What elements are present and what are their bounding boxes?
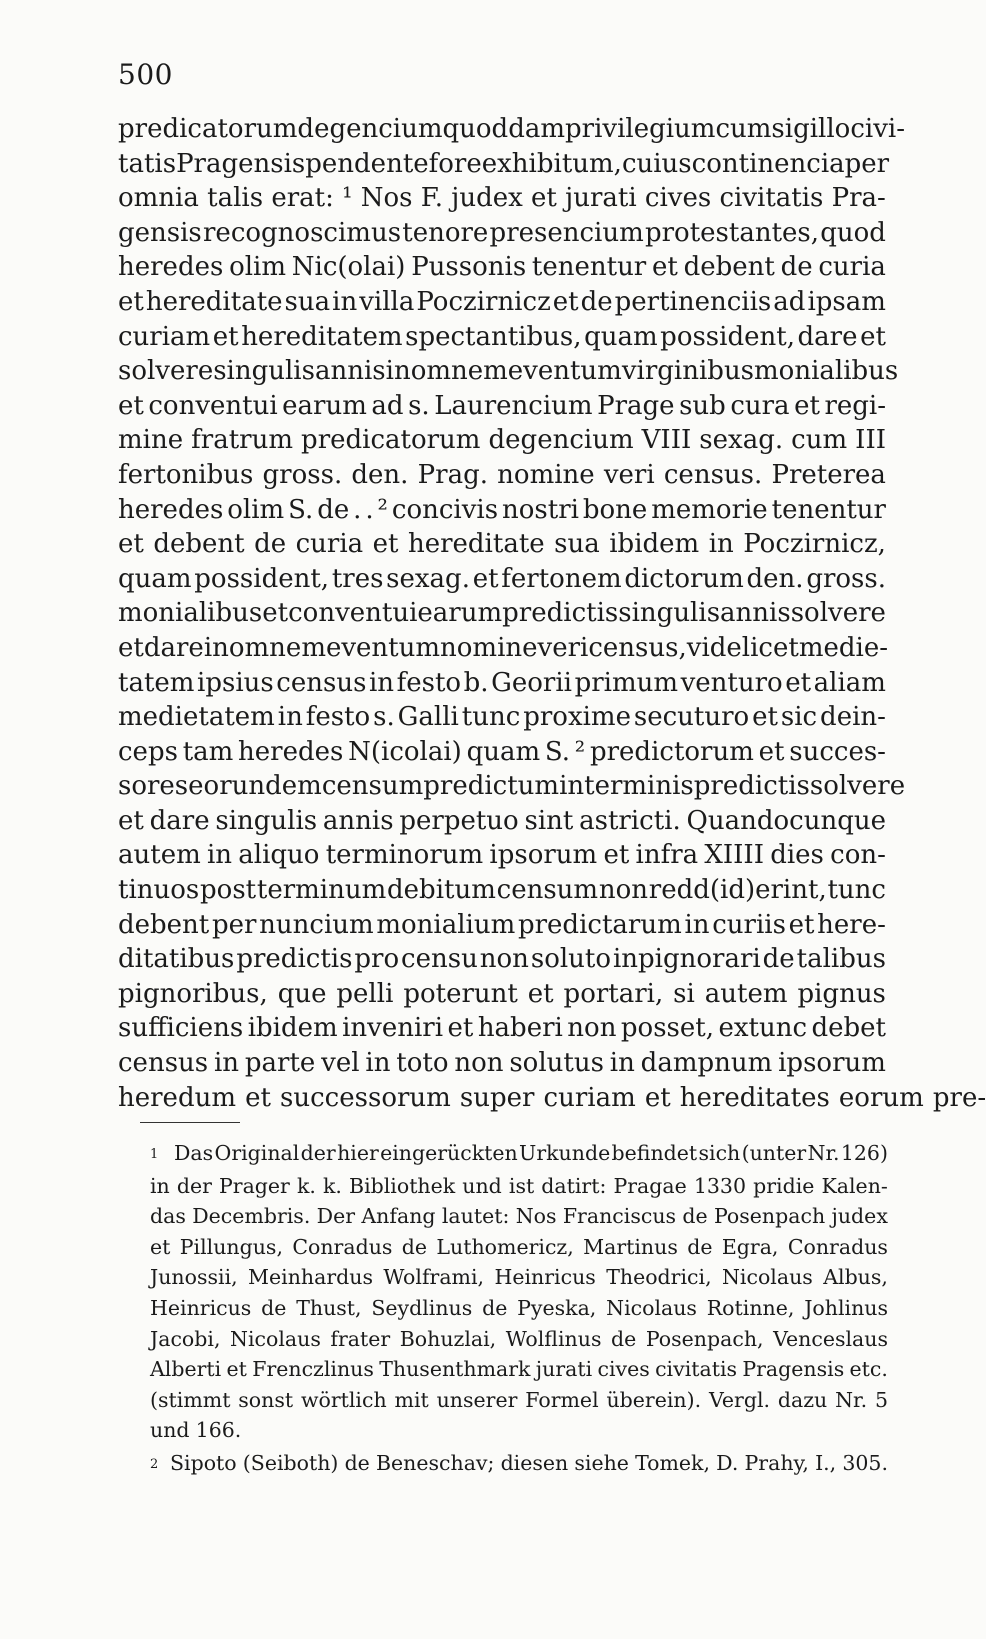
text-line: solvere singulis annis in omnem eventum virginibus monialibus: [118, 356, 899, 387]
text-line: pignoribus, que pelli poterunt et portari, si autem pignus: [118, 978, 886, 1009]
footnote-divider: [140, 1122, 240, 1123]
main-text: [118, 112, 986, 1115]
text-line: ditatibus predictis pro censu non soluto inpignorari de talibus: [118, 944, 886, 975]
text-line: tatem ipsius census in festo b. Georii primum venturo et aliam: [118, 667, 886, 698]
text-line: heredes olim Nic(olai) Pussonis tenentur et debent de curia: [118, 252, 886, 283]
text-line: tatis Pragensis pendente fore exhibitum, cuius continencia per: [118, 148, 890, 179]
footnote-line: das Decembris. Der Anfang lautet: Nos Franciscus de Posenpach judex: [150, 1204, 888, 1229]
text-line: ceps tam heredes N(icolai) quam S. ² predictorum et succes-: [118, 736, 886, 767]
text-line: heredum et successorum super curiam et hereditates eorum pre-: [118, 1082, 986, 1113]
footnote: [150, 1448, 888, 1481]
footnote-mark: 2: [150, 1456, 159, 1472]
footnote-line: (stimmt sonst wörtlich mit unserer Formel überein). Vergl. dazu Nr. 5: [150, 1387, 888, 1412]
footnote-line: Jacobi, Nicolaus frater Bohuzlai, Wolflinus de Posenpach, Venceslaus: [150, 1326, 888, 1351]
footnote: [150, 1138, 888, 1446]
footnote-line: 1 Das Original der hier eingerückten Urkunde befindet sich (unter Nr. 126): [150, 1138, 888, 1171]
footnotes: [150, 1138, 888, 1483]
footnote-line: 2 Sipoto (Seiboth) de Beneschav; diesen siehe Tomek, D. Prahy, I., 305.: [150, 1448, 888, 1481]
footnote-line: Heinricus de Thust, Seydlinus de Pyeska, Nicolaus Rotinne, Johlinus: [150, 1295, 888, 1320]
text-line: curiam et hereditatem spectantibus, quam possident, dare et: [118, 321, 886, 352]
text-line: medietatem in festo s. Galli tunc proxime secuturo et sic dein-: [118, 702, 886, 733]
footnote-mark: 1: [150, 1147, 159, 1162]
text-line: debent per nuncium monialium predictarum in curiis et here-: [118, 909, 886, 940]
footnote-line: et Pillungus, Conradus de Luthomericz, Martinus de Egra, Conradus: [150, 1234, 888, 1259]
text-line: et dare singulis annis perpetuo sint astricti. Quandocunque: [118, 805, 886, 836]
text-line: census in parte vel in toto non solutus in dampnum ipsorum: [118, 1048, 886, 1079]
text-line: et debent de curia et hereditate sua ibidem in Poczirnicz,: [118, 529, 886, 560]
footnote-line: Alberti et Frenczlinus Thusenthmark jurati cives civitatis Pragensis etc.: [150, 1357, 888, 1382]
text-line: autem in aliquo terminorum ipsorum et infra XIIII dies con-: [118, 840, 886, 871]
footnote-line: in der Prager k. k. Bibliothek und ist datirt: Pragae 1330 pridie Kalen-: [150, 1173, 888, 1198]
text-line: sufficiens ibidem inveniri et haberi non posset, extunc debet: [118, 1013, 886, 1044]
text-line: tinuos post terminum debitum censum non redd(id)erint, tunc: [118, 875, 886, 906]
footnote-line: Junossii, Meinhardus Wolframi, Heinricus Theodrici, Nicolaus Albus,: [150, 1265, 888, 1290]
text-line: et conventui earum ad s. Laurencium Prage sub cura et regi-: [118, 390, 886, 421]
text-line: omnia talis erat: ¹ Nos F. judex et jurati cives civitatis Pra-: [118, 183, 886, 214]
text-line: monialibus et conventui earum predictis singulis annis solvere: [118, 598, 886, 629]
footnote-line: und 166.: [150, 1418, 242, 1443]
text-line: fertonibus gross. den. Prag. nomine veri census. Preterea: [118, 459, 886, 490]
text-line: gensis recognoscimus tenore presencium protestantes, quod: [118, 217, 886, 248]
text-line: quam possident, tres sexag. et fertonem dictorum den. gross.: [118, 563, 886, 594]
text-line: et hereditate sua in villa Poczirnicz et de pertinenciis ad ipsam: [118, 286, 886, 317]
text-line: mine fratrum predicatorum degencium VIII sexag. cum III: [118, 425, 886, 456]
page-number: 500: [118, 58, 173, 91]
text-line: heredes olim S. de . . ² concivis nostri bone memorie tenentur: [118, 494, 886, 525]
text-line: et dare in omnem eventum nomine veri census, videlicet medie-: [118, 632, 888, 663]
text-line: predicatorum degencium quoddam privilegium cum sigillo civi-: [118, 114, 905, 144]
text-line: sores eorundem censum predictum in terminis predictis solvere: [118, 771, 906, 802]
